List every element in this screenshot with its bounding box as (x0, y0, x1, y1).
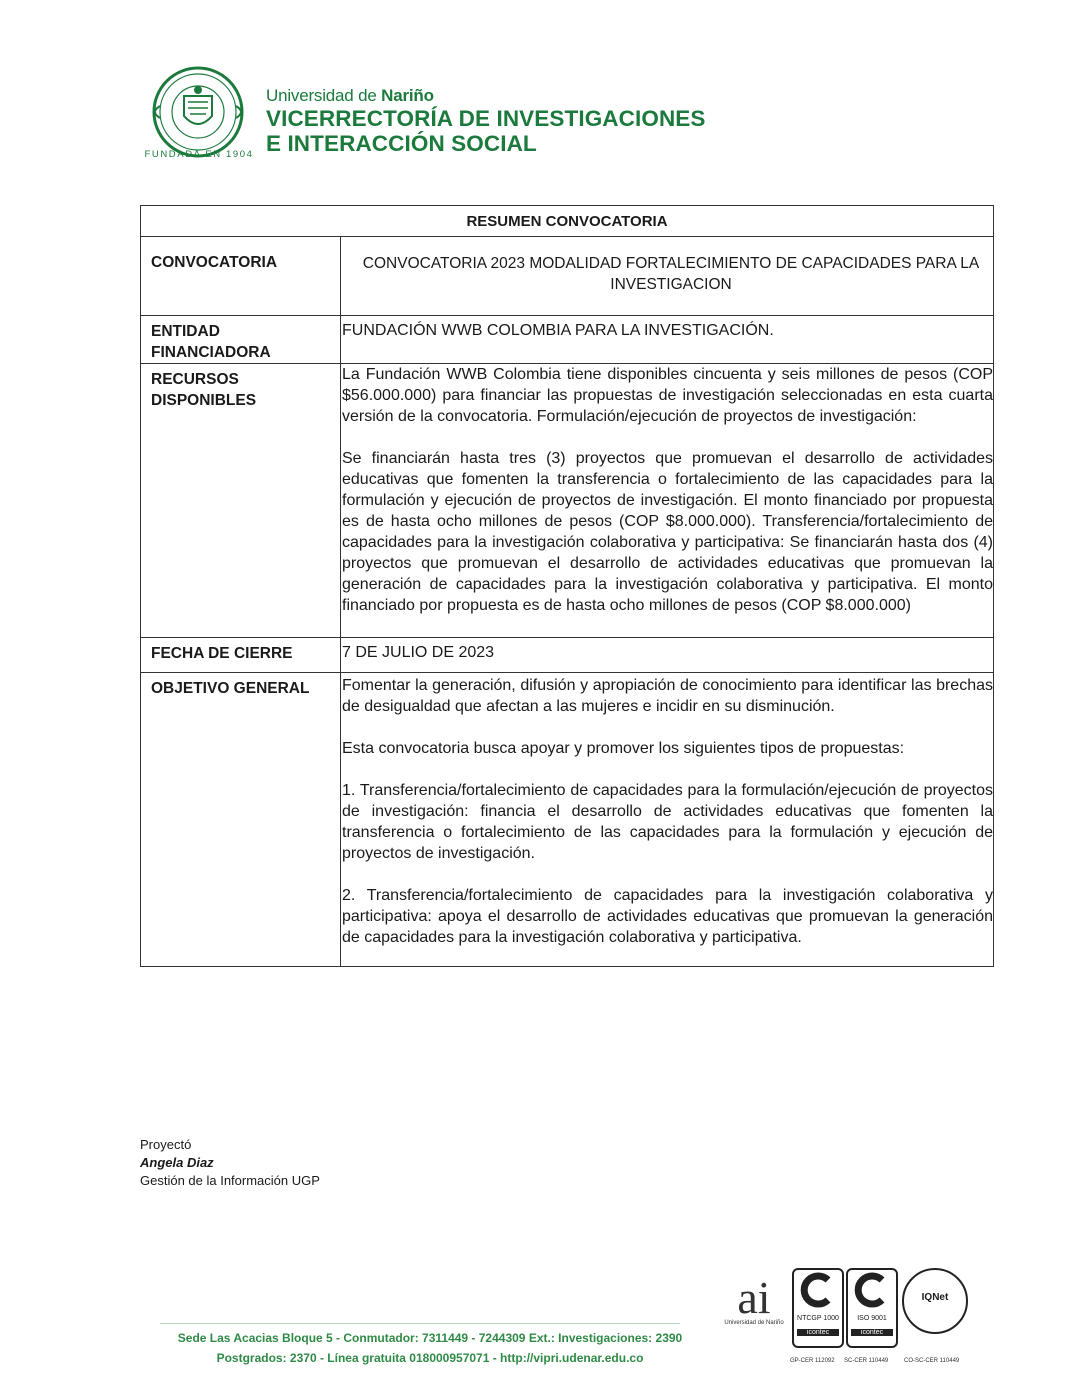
signature-unit: Gestión de la Información UGP (140, 1173, 320, 1188)
iqnet-logo (902, 1268, 968, 1334)
label-recursos-line2: DISPONIBLES (151, 392, 257, 409)
label-entidad-line2: FINANCIADORA (151, 344, 271, 361)
university-name (266, 86, 706, 106)
icontec-ntcgp-logo (792, 1268, 844, 1348)
row-objetivo (141, 673, 994, 967)
cert1-brand: icontec (797, 1329, 839, 1336)
recursos-paragraph-2: Se financiarán hasta tres (3) proyectos que promuevan el desarrollo de actividades educativas que fomenten la transferencia o fortalecimiento de las capacidades para la formulación y ejecución de proyectos de investigación. El monto financiado por propuesta es de hasta ocho millones de pesos (COP $8.000.000). Transferencia/fortalecimiento de capacidades para la investigación colaborativa y participativa: Se financiarán hasta dos (4) proyectos que promuevan el desarrollo de actividades educativas que promuevan la generación de capacidades para la investigación colaborativa y participativa. El monto financiado por propuesta es de hasta ocho millones de pesos (COP $8.000.000) (342, 450, 993, 614)
cert1-code: GP-CER 112092 (790, 1358, 835, 1364)
cert3-name: IQNet (921, 1292, 949, 1303)
label-fecha: FECHA DE CIERRE (141, 638, 341, 673)
label-recursos-line1: RECURSOS (151, 371, 239, 388)
university-seal-logo (140, 66, 256, 162)
label-recursos (141, 364, 341, 638)
icontec-c-icon (848, 1270, 896, 1310)
cert2-code: SC-CER 110449 (844, 1358, 889, 1364)
office-line-2: E INTERACCIÓN SOCIAL (266, 131, 537, 156)
row-recursos (141, 364, 994, 638)
summary-table (140, 205, 994, 967)
signature-name: Angela Diaz (140, 1155, 214, 1170)
label-convocatoria: CONVOCATORIA (141, 237, 341, 316)
cert1-name: NTCGP 1000 (797, 1315, 839, 1322)
signature-block (140, 1136, 320, 1190)
label-entidad-line1: ENTIDAD (151, 323, 220, 340)
objetivo-paragraph-2: Esta convocatoria busca apoyar y promover los siguientes tipos de propuestas: (342, 740, 905, 757)
founded-caption: FUNDADA EN 1904 (144, 149, 254, 160)
ai-mark: ai (737, 1272, 771, 1323)
label-objetivo: OBJETIVO GENERAL (141, 673, 341, 967)
ai-caption: Universidad de Nariño (724, 1320, 784, 1326)
objetivo-paragraph-4: 2. Transferencia/fortalecimiento de capacidades para la investigación colaborativa y participativa: apoya el desarrollo de actividades educativas que promuevan la generación de capacidades para la investigación colaborativa y participativa. (342, 887, 993, 946)
recursos-paragraph-1: La Fundación WWB Colombia tiene disponibles cincuenta y seis millones de pesos (COP $56.000.000) para financiar las propuestas de investigación seleccionadas en esta cuarta versión de la convocatoria. Formulación/ejecución de proyectos de investigación: (342, 366, 993, 425)
value-fecha: 7 DE JULIO DE 2023 (341, 638, 994, 673)
footer-line-2: Postgrados: 2370 - Línea gratuita 018000957071 - http://vipri.udenar.edu.co (216, 1351, 644, 1365)
value-objetivo (341, 673, 994, 967)
value-convocatoria: CONVOCATORIA 2023 MODALIDAD FORTALECIMIENTO DE CAPACIDADES PARA LA INVESTIGACION (341, 237, 994, 316)
icontec-iso-logo (846, 1268, 898, 1348)
university-brand (266, 86, 706, 156)
value-entidad: FUNDACIÓN WWB COLOMBIA PARA LA INVESTIGACIÓN. (341, 316, 994, 364)
footer-contact (170, 1328, 690, 1368)
footer-line-1: Sede Las Acacias Bloque 5 - Conmutador: 7311449 - 7244309 Ext.: Investigaciones: 2390 (177, 1331, 683, 1345)
office-line-1: VICERRECTORÍA DE INVESTIGACIONES (266, 106, 706, 131)
university-prefix: Universidad de (266, 86, 377, 105)
objetivo-paragraph-1: Fomentar la generación, difusión y apropiación de conocimiento para identificar las brechas de desigualdad que afectan a las mujeres e incidir en su disminución. (342, 677, 993, 715)
table-title: RESUMEN CONVOCATORIA (141, 206, 994, 237)
certification-logos (718, 1262, 968, 1372)
footer-divider (160, 1323, 680, 1324)
cert3-code: CO-SC-CER 110449 (904, 1358, 960, 1364)
table-title-row (141, 206, 994, 237)
value-recursos (341, 364, 994, 638)
university-name-bold: Nariño (381, 86, 434, 105)
signature-role: Proyectó (140, 1137, 192, 1152)
objetivo-paragraph-3: 1. Transferencia/fortalecimiento de capacidades para la formulación/ejecución de proyectos de investigación: financia el desarrollo de actividades educativas que fomenten la transferencia o fortalecimiento de las capacidades para la formulación y ejecución de proyectos de investigación. (342, 782, 993, 862)
label-entidad (141, 316, 341, 364)
row-convocatoria (141, 237, 994, 316)
cert2-brand: icontec (851, 1329, 893, 1336)
row-entidad (141, 316, 994, 364)
row-fecha (141, 638, 994, 673)
ai-accreditation-logo (718, 1272, 790, 1327)
cert2-name: ISO 9001 (857, 1315, 887, 1322)
icontec-c-icon (794, 1270, 842, 1310)
